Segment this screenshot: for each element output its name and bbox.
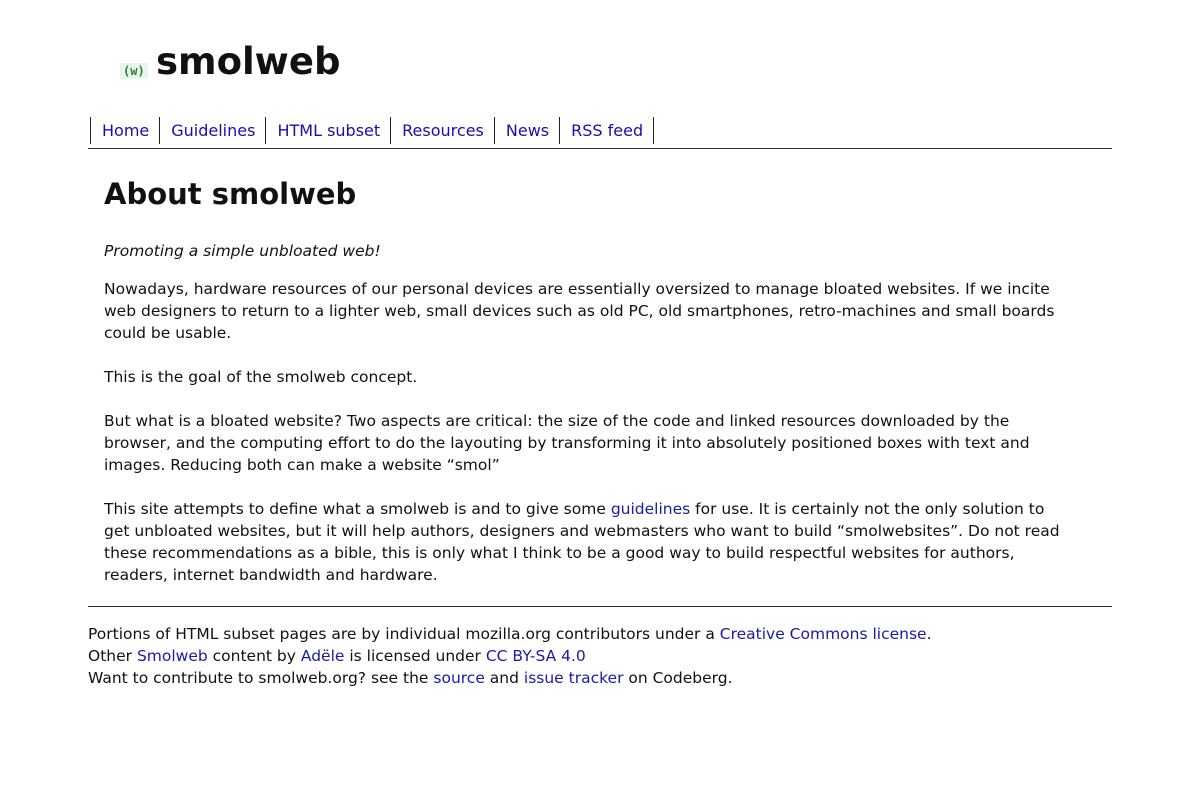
paragraph-bloated: But what is a bloated website? Two aspects are critical: the size of the code and linked resources downloaded by the browser, and the computing effort to do the layouting by transforming it into absolutely positioned boxes with text and images. Reducing both can make a website “smol” (104, 412, 1030, 474)
page (88, 0, 1112, 689)
footer-text: is licensed under (344, 647, 486, 665)
tagline: Promoting a simple unbloated web! (104, 242, 381, 260)
issue-tracker-link[interactable]: issue tracker (523, 669, 624, 687)
paragraph-intro: Nowadays, hardware resources of our personal devices are essentially oversized to manage bloated websites. If we incite web designers to return to a lighter web, small devices such as old PC, old smartphones, retro-machines and small boards could be usable. (104, 280, 1055, 342)
footer-text: on Codeberg. (623, 669, 733, 687)
footer-text: Portions of HTML subset pages are by individual mozilla.org contributors under a (88, 625, 720, 643)
footer-text: content by (207, 647, 301, 665)
site-footer (88, 607, 1112, 689)
paragraph-text: This site attempts to define what a smolweb is and to give some (104, 500, 611, 518)
footer-text: and (484, 669, 524, 687)
page-title: About smolweb (104, 177, 357, 211)
footer-text: Want to contribute to smolweb.org? see the (88, 669, 434, 687)
paragraph-goal: This is the goal of the smolweb concept. (104, 368, 418, 386)
smolweb-link[interactable]: Smolweb (136, 647, 208, 665)
site-header (88, 0, 1112, 117)
nav-resources[interactable]: Resources (402, 121, 484, 140)
paragraph-guidelines (104, 498, 1073, 586)
footer-line-license (88, 623, 1112, 645)
paragraph-text: for use. It is certainly not the only solution to get unbloated websites, but it will help authors, designers and webmasters who want to build “smolwebsites”. Do not read these recommendations as a bible, this is only what I think to be a good way to build respectful websites for authors, readers, internet bandwidth and hardware. (104, 500, 1060, 584)
source-link[interactable]: source (433, 669, 485, 687)
author-link[interactable]: Adële (300, 647, 345, 665)
nav-home[interactable]: Home (102, 121, 150, 140)
creative-commons-link[interactable]: Creative Commons license (719, 625, 927, 643)
main-content (88, 176, 1112, 586)
footer-line-contribute (88, 667, 1112, 689)
footer-text: . (926, 625, 932, 643)
nav-html-subset[interactable]: HTML subset (277, 121, 381, 140)
nav-guidelines[interactable]: Guidelines (171, 121, 256, 140)
footer-text: Other (88, 647, 137, 665)
cc-by-sa-link[interactable]: CC BY-SA 4.0 (485, 647, 586, 665)
footer-line-content (88, 645, 1112, 667)
main-nav (88, 117, 1112, 149)
nav-rss-feed[interactable]: RSS feed (571, 121, 644, 140)
nav-news[interactable]: News (505, 121, 550, 140)
site-title[interactable]: smolweb (156, 40, 341, 83)
guidelines-link[interactable]: guidelines (610, 500, 691, 518)
smolweb-logo-icon: (w) (120, 63, 148, 79)
